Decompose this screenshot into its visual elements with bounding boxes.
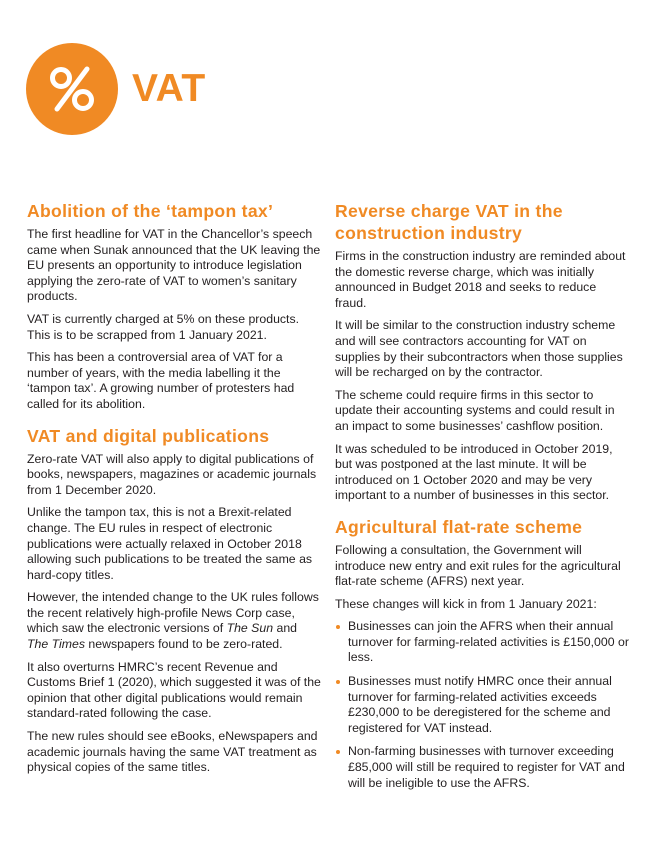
paragraph: Unlike the tampon tax, this is not a Brexit-related change. The EU rules in respect of electronic publications were actually relaxed in October 2018 allowing such publications to be treated the same as hard-copy titles. [27,505,313,582]
list-item [335,619,631,666]
text-run: newspapers found to be zero-rated. [84,637,283,652]
percent-icon [26,43,118,135]
paragraph: Following a consultation, the Government will introduce new entry and exit rules for the agricultural flat-rate scheme (AFRS) next year. [335,542,621,589]
text-run: and [273,621,298,636]
title-the-sun: The Sun [226,621,274,636]
paragraph: VAT is currently charged at 5% on these products. This is to be scrapped from 1 January 2021. [27,311,300,342]
heading-digital-publications: VAT and digital publications [27,425,270,446]
heading-tampon-tax: Abolition of the ‘tampon tax’ [27,201,274,221]
paragraph: This has been a controversial area of VAT for a number of years, with the media labelling it the ‘tampon tax’. A growing number of protesters had called for its abolition. [27,350,295,411]
right-column [335,200,631,799]
bullet-list [335,619,631,791]
list-item-text: Businesses must notify HMRC once their annual turnover for farming-related activities exceeds £230,000 to be deregistered for the scheme and registered for VAT instead. [348,674,612,735]
list-item [335,744,631,791]
paragraph: These changes will kick in from 1 January 2021: [335,596,597,611]
page-header [26,43,626,135]
paragraph: It will be similar to the construction industry scheme and will see contractors accounting for VAT on supplies by their subcontractors when those supplies will be recharged on by the contractor. [335,318,623,380]
heading-reverse-charge: Reverse charge VAT in the construction industry [335,201,563,243]
list-item [335,674,631,736]
paragraph: It was scheduled to be introduced in October 2019, but was postponed at the last minute. It will be introduced on 1 October 2020 and may be very important to a number of businesses in this sector. [335,441,613,503]
bullet-dot-icon [336,750,340,754]
page-title: VAT [132,67,206,110]
paragraph: Zero-rate VAT will also apply to digital publications of books, newspapers, magazines or academic journals from 1 December 2020. [27,451,317,497]
list-item-text: Businesses can join the AFRS when their annual turnover for farming-related activities is £150,000 or less. [348,619,629,665]
title-the-times: The Times [27,637,85,652]
paragraph: The first headline for VAT in the Chancellor’s speech came when Sunak announced that the UK leaving the EU presents an opportunity to introduce legislation applying the zero-rate of VAT to women’s sanitary products. [27,227,321,304]
paragraph: The new rules should see eBooks, eNewspapers and academic journals having the same VAT treatment as physical copies of the same titles. [27,729,318,775]
left-column [27,200,321,783]
text-run: However, the intended change to the UK rules follows the recent relatively high-profile News Corp case, which saw the electronic versions of [27,590,319,636]
paragraph: The scheme could require firms in this sector to update their accounting systems and could result in an impact to some businesses’ cashflow position. [335,387,615,433]
bullet-dot-icon [336,625,340,629]
heading-agricultural-scheme: Agricultural flat-rate scheme [335,516,583,537]
list-item-text: Non-farming businesses with turnover exceeding £85,000 will still be required to register for VAT and will be ineligible to use the AFRS. [348,744,625,790]
paragraph: Firms in the construction industry are reminded about the domestic reverse charge, which was initially announced in Budget 2018 and seeks to reduce fraud. [335,249,626,310]
bullet-dot-icon [336,680,340,684]
paragraph-news-corp [27,590,321,652]
paragraph: It also overturns HMRC’s recent Revenue and Customs Brief 1 (2020), which suggested it was of the opinion that other digital publications would remain standard-rated following the case. [27,659,321,721]
